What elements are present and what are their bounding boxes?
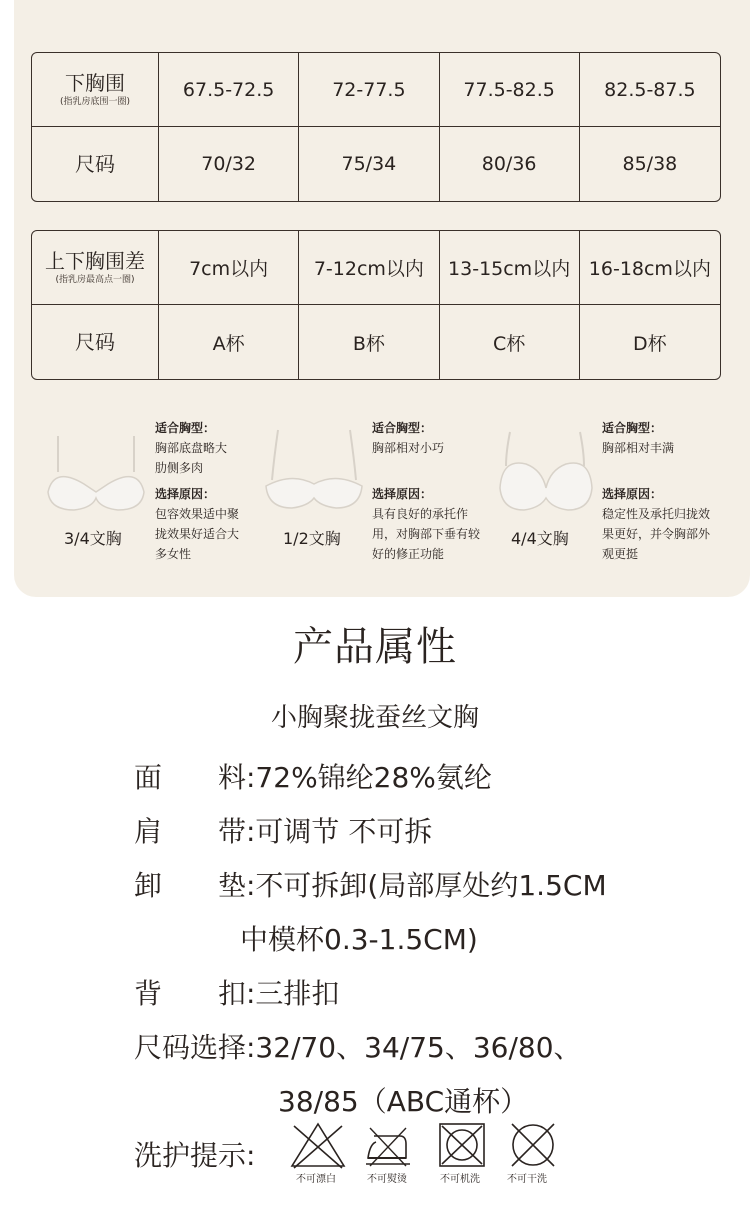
table-cell: 82.5-87.5 xyxy=(580,53,720,127)
table-cell: B杯 xyxy=(299,305,439,379)
table-cell: 16-18cm以内 xyxy=(580,231,720,305)
bra-type-name: 1/2文胸 xyxy=(283,529,341,548)
care-label: 不可熨烫 xyxy=(367,1174,407,1185)
cup-size-table xyxy=(31,230,721,380)
table-cell: C杯 xyxy=(440,305,580,379)
bra-type-name: 3/4文胸 xyxy=(64,529,122,548)
table-row xyxy=(32,127,720,201)
bust-difference-header: 上下胸围差 (指乳房最高点一圈) xyxy=(32,231,159,305)
bra-type-name: 4/4文胸 xyxy=(511,529,569,548)
section-title: 产品属性 xyxy=(293,624,457,670)
table-cell: 75/34 xyxy=(299,127,439,201)
underbust-header: 下胸围 (指乳房底围一圈) xyxy=(32,53,159,127)
care-label: 不可漂白 xyxy=(296,1174,336,1185)
care-label: 不可机洗 xyxy=(440,1174,480,1185)
table-cell: 77.5-82.5 xyxy=(440,53,580,127)
care-instructions-label: 洗护提示: xyxy=(134,1139,256,1172)
product-name: 小胸聚拢蚕丝文胸 xyxy=(270,703,479,733)
full-cup-bra-image xyxy=(496,430,596,514)
table-row xyxy=(32,231,720,305)
table-cell: 13-15cm以内 xyxy=(440,231,580,305)
attribute-pad-continued: 中模杯0.3-1.5CM) xyxy=(240,923,478,956)
bra-type-description: 适合胸型： 胸部底盘略大 肋侧多肉 选择原因： 包容效果适中聚 拢效果好适合大 多女性 xyxy=(155,421,240,561)
table-cell: 85/38 xyxy=(622,153,678,175)
table-cell: 7cm以内 xyxy=(159,231,299,305)
size-header: 尺码 xyxy=(32,127,159,201)
table-cell: 72-77.5 xyxy=(299,53,439,127)
three-quarter-bra-image xyxy=(44,432,148,514)
no-bleach-icon xyxy=(288,1120,348,1170)
table-cell: 67.5-72.5 xyxy=(159,53,299,127)
table-row xyxy=(32,305,720,379)
half-cup-bra-image xyxy=(262,428,366,512)
bra-type-description: 适合胸型： 胸部相对小巧 选择原因： 具有良好的承托作 用，对胸部下垂有较 好的修正功能 xyxy=(372,421,481,561)
bra-type-description: 适合胸型： 胸部相对丰满 选择原因： 稳定性及承托归拢效 果更好，并令胸部外 观更挺 xyxy=(602,421,711,561)
no-dry-clean-icon xyxy=(506,1120,560,1170)
no-iron-icon xyxy=(360,1120,416,1170)
table-cell: 80/36 xyxy=(440,127,580,201)
table-cell: A杯 xyxy=(159,305,299,379)
table-cell: 70/32 xyxy=(159,127,299,201)
table-cell: D杯 xyxy=(633,332,667,355)
no-machine-wash-icon xyxy=(436,1120,488,1170)
size-header: 尺码 xyxy=(32,305,159,379)
table-cell: 7-12cm以内 xyxy=(299,231,439,305)
underbust-size-table xyxy=(31,52,721,202)
care-label: 不可干洗 xyxy=(507,1174,547,1185)
attribute-sizes: 尺码选择:32/70、34/75、36/80、 xyxy=(134,1031,582,1064)
attribute-sizes-continued: 38/85（ABC通杯） xyxy=(278,1085,529,1118)
attribute-strap: 肩 带:可调节 不可拆 xyxy=(134,815,433,848)
attribute-pad: 卸 垫:不可拆卸(局部厚处约1.5CM xyxy=(134,869,607,902)
attribute-fabric: 面 料:72%锦纶28%氨纶 xyxy=(134,761,492,794)
table-row xyxy=(32,53,720,127)
attribute-clasp: 背 扣:三排扣 xyxy=(134,977,340,1010)
